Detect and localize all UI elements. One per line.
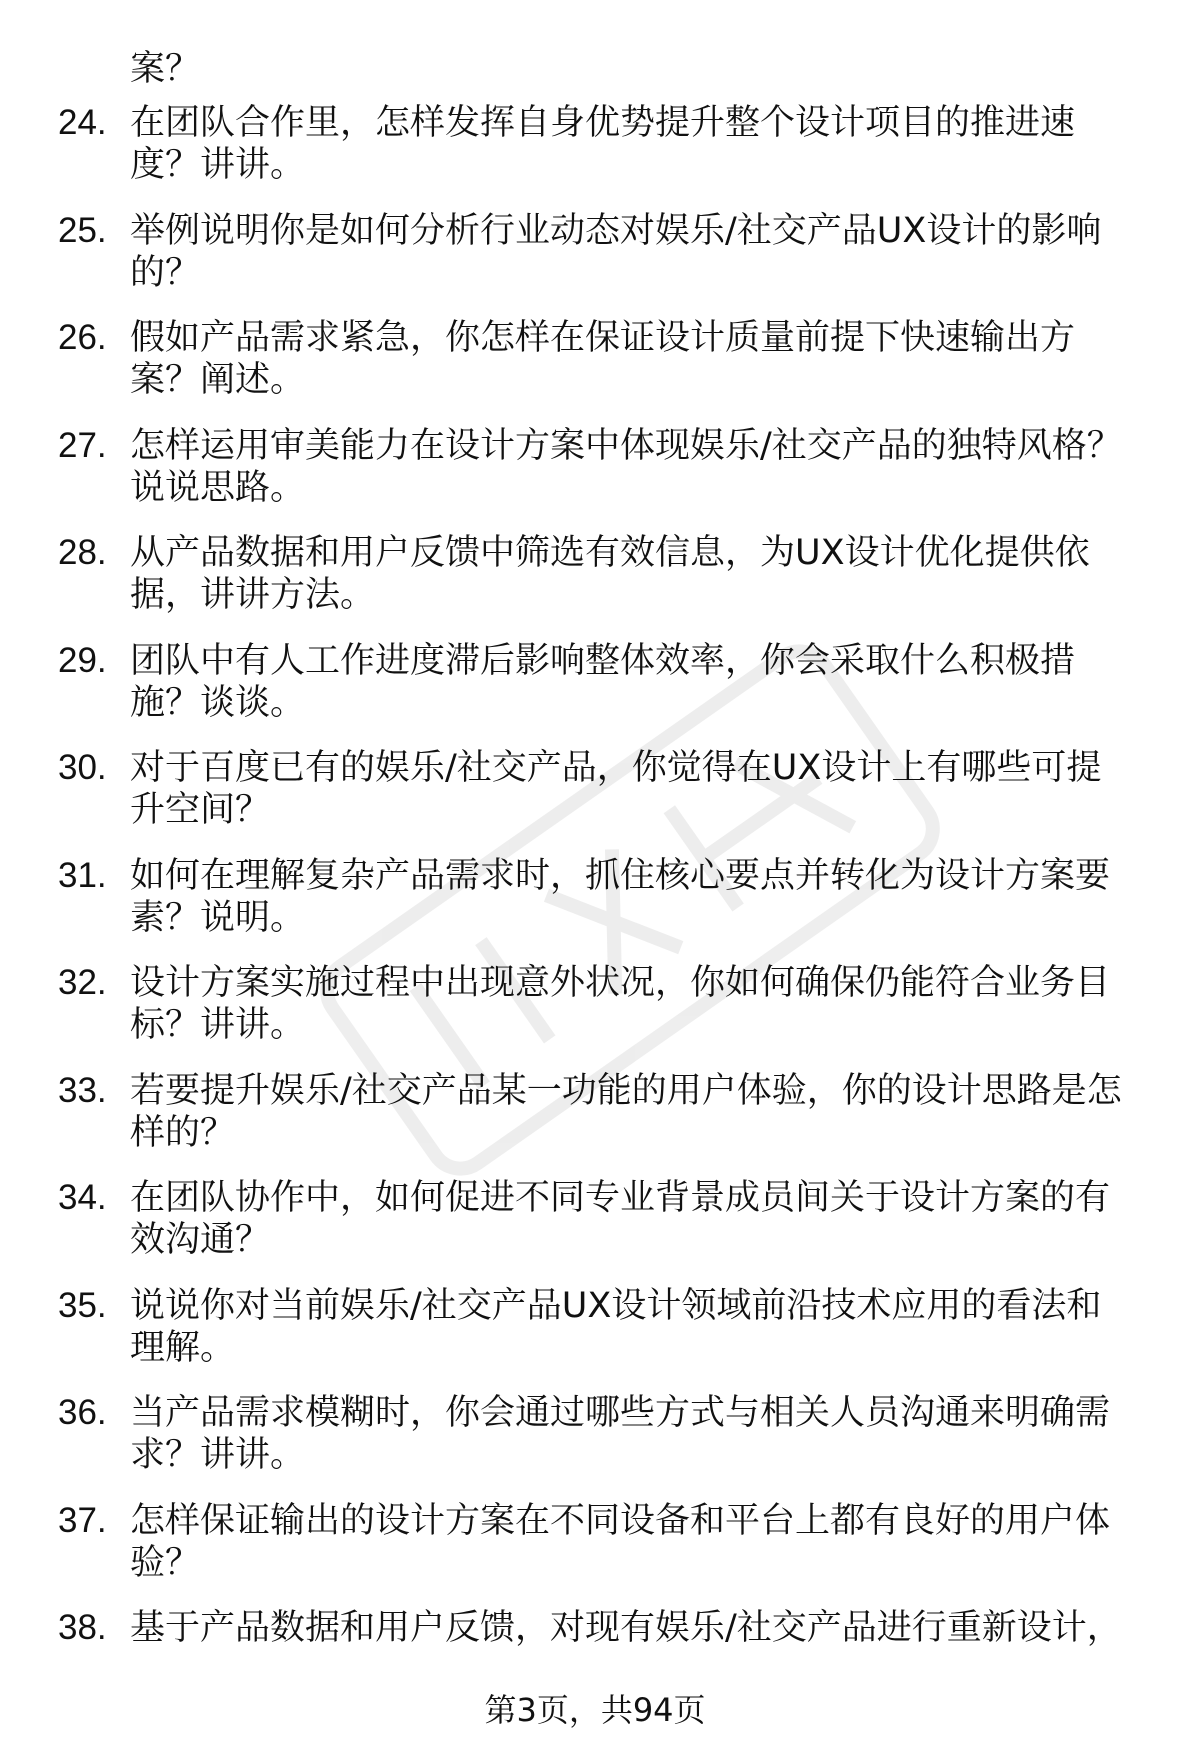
list-item — [0, 747, 1150, 831]
list-item — [0, 1392, 1150, 1476]
item-number: 24. — [58, 103, 107, 142]
list-item — [0, 1177, 1150, 1261]
item-text-line: 的？ — [130, 252, 201, 293]
list-item — [0, 855, 1150, 939]
list-item — [0, 1607, 1150, 1649]
document-body — [0, 48, 1190, 1673]
item-text-line: 升空间？ — [130, 790, 271, 830]
item-text-line: 如何在理解复杂产品需求时，抓住核心要点并转化为设计方案要 — [130, 855, 1111, 896]
list-item — [0, 102, 1150, 186]
item-number: 38. — [58, 1608, 107, 1647]
item-text-line: 度？讲讲。 — [130, 145, 306, 185]
item-text-line: 怎样运用审美能力在设计方案中体现娱乐/社交产品的独特风格？ — [130, 425, 1122, 466]
item-number: 25. — [58, 210, 107, 250]
list-item — [0, 1285, 1150, 1369]
item-text-line: 设计方案实施过程中出现意外状况，你如何确保仍能符合业务目 — [130, 963, 1111, 1003]
list-item — [0, 1070, 1150, 1154]
list-item — [0, 1500, 1150, 1584]
list-item — [0, 532, 1150, 616]
item-text-line: 若要提升娱乐/社交产品某一功能的用户体验，你的设计思路是怎 — [130, 1070, 1122, 1111]
item-text-line: 从产品数据和用户反馈中筛选有效信息，为UX设计优化提供依 — [130, 533, 1090, 573]
list-item — [0, 317, 1150, 401]
item-number: 36. — [58, 1393, 107, 1432]
list-item — [0, 640, 1150, 724]
list-item — [0, 962, 1150, 1046]
list-item — [0, 210, 1150, 294]
list-item — [0, 425, 1150, 509]
item-number: 33. — [58, 1070, 107, 1110]
item-text-line: 理解。 — [130, 1327, 236, 1368]
item-text-line: 基于产品数据和用户反馈，对现有娱乐/社交产品进行重新设计， — [130, 1608, 1122, 1648]
item-number: 35. — [58, 1285, 107, 1325]
item-number: 34. — [58, 1178, 107, 1217]
item-text-line: 案？阐述。 — [130, 360, 306, 400]
item-number: 30. — [58, 748, 107, 787]
item-text-line: 当产品需求模糊时，你会通过哪些方式与相关人员沟通来明确需 — [130, 1393, 1111, 1433]
item-number: 29. — [58, 640, 107, 680]
item-text-line: 效沟通？ — [130, 1220, 271, 1260]
item-number: 32. — [58, 963, 107, 1002]
item-text-line: 怎样保证输出的设计方案在不同设备和平台上都有良好的用户体 — [130, 1500, 1111, 1541]
item-text-line: 据，讲讲方法。 — [130, 575, 376, 615]
item-number: 37. — [58, 1500, 107, 1540]
item-text-line: 说说你对当前娱乐/社交产品UX设计领域前沿技术应用的看法和 — [130, 1285, 1102, 1326]
item-text-line: 施？谈谈。 — [130, 682, 306, 723]
item-text-line: 样的？ — [130, 1112, 236, 1153]
item-text-line: 对于百度已有的娱乐/社交产品，你觉得在UX设计上有哪些可提 — [130, 748, 1102, 788]
continuation-text: 案？ — [130, 49, 201, 89]
page-footer: 第3页，共94页 — [484, 1691, 706, 1729]
item-text-line: 在团队合作里，怎样发挥自身优势提升整个设计项目的推进速 — [130, 103, 1076, 143]
item-number: 26. — [58, 318, 107, 357]
item-text-line: 举例说明你是如何分析行业动态对娱乐/社交产品UX设计的影响 — [130, 210, 1102, 251]
item-number: 28. — [58, 533, 107, 572]
item-number: 27. — [58, 425, 107, 465]
item-text-line: 标？讲讲。 — [130, 1005, 306, 1045]
item-text-line: 说说思路。 — [130, 467, 306, 508]
item-number: 31. — [58, 855, 107, 895]
item-text-line: 在团队协作中，如何促进不同专业背景成员间关于设计方案的有 — [130, 1178, 1111, 1218]
item-text-line: 验？ — [130, 1542, 201, 1583]
item-text-line: 求？讲讲。 — [130, 1435, 306, 1475]
question-list — [0, 102, 1190, 1649]
item-text-line: 素？说明。 — [130, 897, 306, 938]
item-text-line: 假如产品需求紧急，你怎样在保证设计质量前提下快速输出方 — [130, 318, 1076, 358]
item-text-line: 团队中有人工作进度滞后影响整体效率，你会采取什么积极措 — [130, 640, 1076, 681]
